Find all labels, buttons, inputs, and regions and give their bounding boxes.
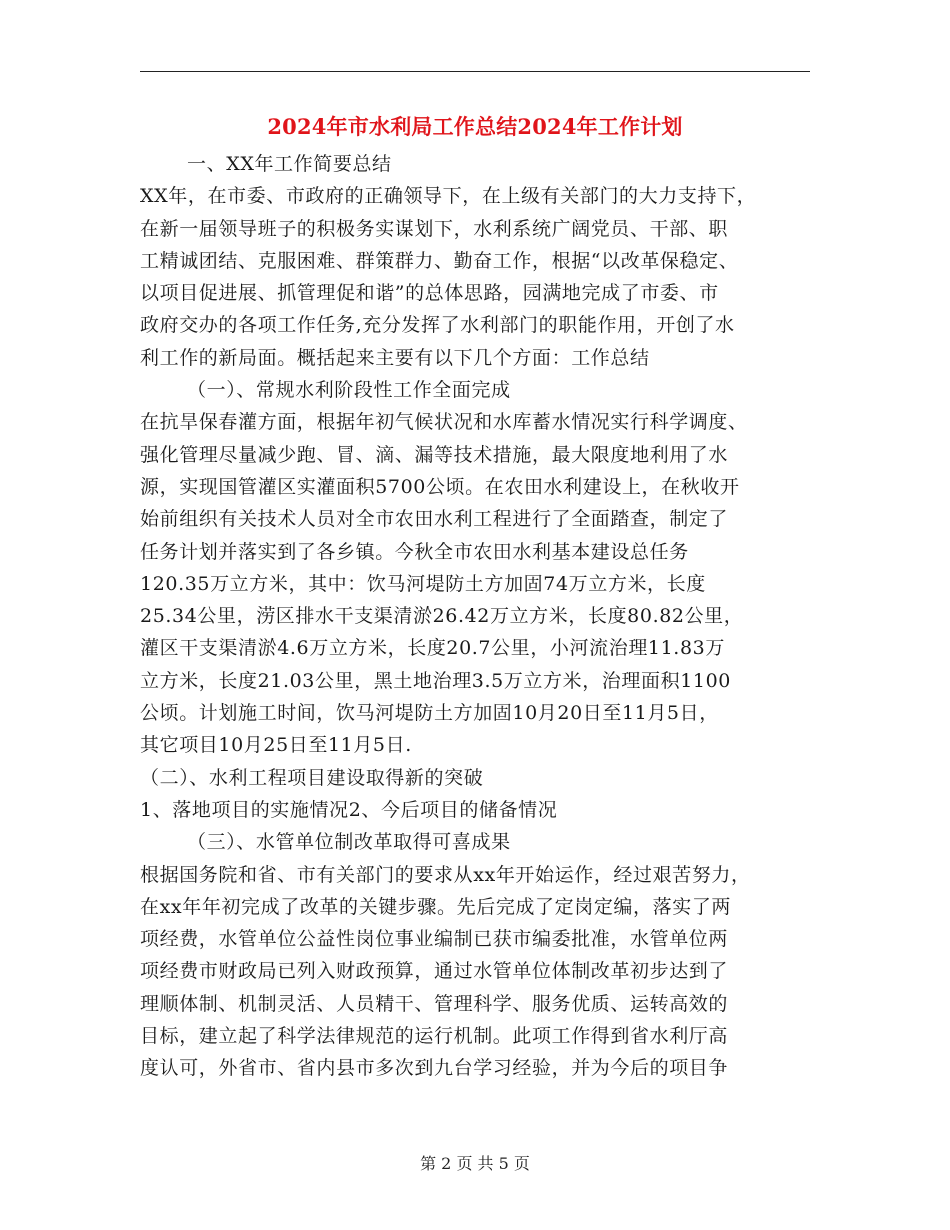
text-line: 源，实现国管灌区实灌面积5700公顷。在农田水利建设上，在秋收开 [140, 475, 740, 498]
document-body [140, 148, 820, 1085]
text-line: XX年，在市委、市政府的正确领导下，在上级有关部门的大力支持下， [140, 185, 757, 208]
text-line: 始前组织有关技术人员对全市农田水利工程进行了全面踏查，制定了 [140, 508, 729, 531]
text-line: 公顷。计划施工时间，饮马河堤防土方加固10月20日至11月5日， [140, 702, 719, 725]
text-line: 任务计划并落实到了各乡镇。今秋全市农田水利基本建设总任务 [140, 540, 689, 563]
text-line: 项经费，水管单位公益性岗位事业编制已获市编委批准，水管单位两 [140, 928, 729, 951]
text-line: 政府交办的各项工作任务,充分发挥了水利部门的职能作用，开创了水 [140, 314, 735, 337]
text-line: 理顺体制、机制灵活、人员精干、管理科学、服务优质、运转高效的 [140, 992, 729, 1015]
text-line: （三）、水管单位制改革取得可喜成果 [187, 831, 511, 854]
text-line: 一、XX年工作简要总结 [187, 153, 392, 175]
text-line: 120.35万立方米，其中：饮马河堤防土方加固74万立方米，长度 [140, 572, 706, 595]
text-line: 根据国务院和省、市有关部门的要求从xx年开始运作，经过艰苦努力， [140, 863, 751, 886]
text-line: 其它项目10月25日至11月5日. [140, 734, 412, 757]
text-line: 25.34公里，涝区排水干支渠清淤26.42万立方米，长度80.82公里， [140, 605, 744, 628]
page-footer: 第 2 页 共 5 页 [420, 1154, 530, 1173]
text-line: 利工作的新局面。概括起来主要有以下几个方面：工作总结 [140, 346, 650, 369]
text-line: 度认可，外省市、省内县市多次到九台学习经验，并为今后的项目争 [140, 1057, 729, 1080]
text-line: 1、落地项目的实施情况2、今后项目的储备情况 [140, 798, 558, 821]
text-line: （二）、水利工程项目建设取得新的突破 [140, 766, 484, 789]
text-line: 工精诚团结、克服困难、群策群力、勤奋工作，根据“以改革保稳定、 [140, 249, 739, 272]
text-line: 灌区干支渠清淤4.6万立方米，长度20.7公里，小河流治理11.83万 [140, 637, 725, 660]
text-line: 目标，建立起了科学法律规范的运行机制。此项工作得到省水利厅高 [140, 1025, 729, 1048]
text-line: 在xx年年初完成了改革的关键步骤。先后完成了定岗定编，落实了两 [140, 895, 732, 918]
header-rule [140, 71, 810, 72]
text-line: 立方米，长度21.03公里，黑土地治理3.5万立方米，治理面积1100 [140, 669, 731, 692]
text-line: （一）、常规水利阶段性工作全面完成 [187, 379, 511, 402]
text-line: 以项目促进展、抓管理促和谐”的总体思路，园满地完成了市委、市 [140, 282, 719, 305]
text-line: 在抗旱保春灌方面，根据年初气候状况和水库蓄水情况实行科学调度、 [140, 411, 748, 434]
text-line: 强化管理尽量减少跑、冒、滴、漏等技术措施，最大限度地利用了水 [140, 443, 729, 466]
text-line: 在新一届领导班子的积极务实谋划下，水利系统广阔党员、干部、职 [140, 217, 729, 240]
document-title: 2024年市水利局工作总结2024年工作计划 [267, 114, 683, 139]
text-line: 项经费市财政局已列入财政预算，通过水管单位体制改革初步达到了 [140, 960, 729, 983]
